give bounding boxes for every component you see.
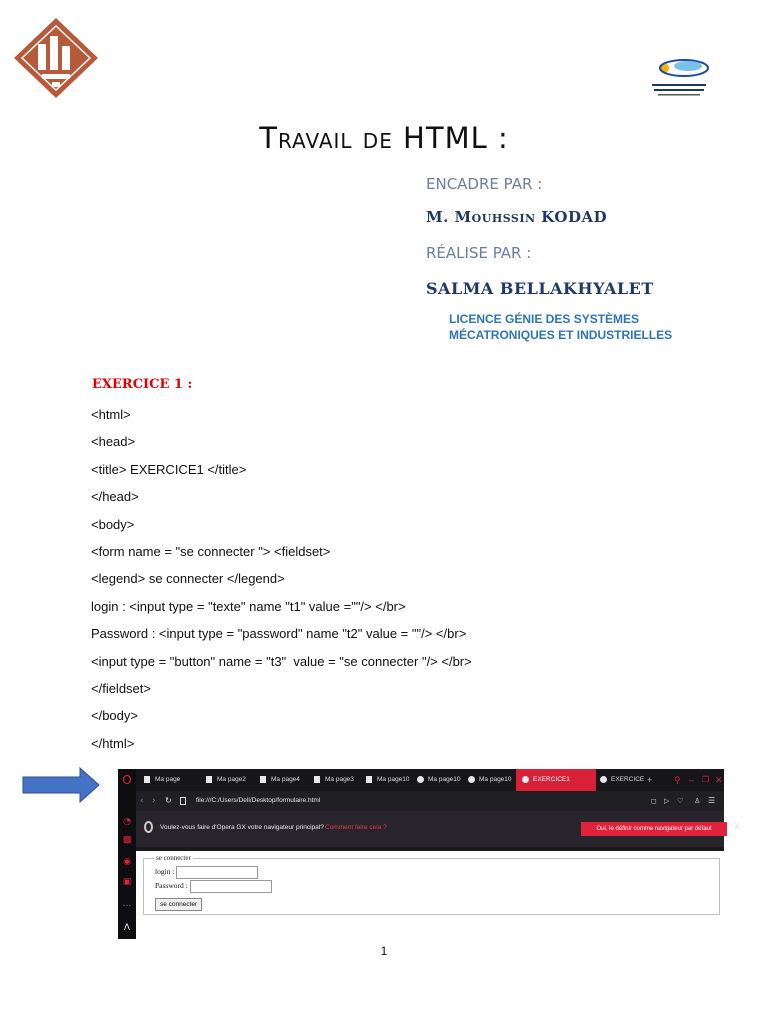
tab-ma-page10[interactable]: Ma page10: [366, 769, 410, 791]
code-line: <input type = "button" name = "t3" value = "se connecter "/> </br>: [91, 653, 472, 669]
page-icon: [144, 776, 150, 783]
code-line: <form name = "se connecter "> <fieldset>: [91, 543, 331, 559]
code-line: <legend> se connecter </legend>: [91, 571, 285, 587]
code-line: Password : <input type = "password" name "t2" value = ""/> </br>: [91, 626, 467, 642]
code-line: </head>: [91, 489, 139, 505]
code-block: [91, 401, 472, 757]
code-line: </fieldset>: [91, 680, 151, 696]
page-icon: [314, 776, 320, 783]
code-line: login : <input type = "texte" name "t1" value =""/> </br>: [91, 598, 406, 614]
supervisor-label: ENCADRE PAR :: [426, 175, 543, 193]
tab-exercice[interactable]: EXERCICE: [600, 769, 644, 791]
messenger-icon[interactable]: ▣: [122, 877, 132, 887]
globe-icon: [600, 776, 607, 783]
degree-program: [449, 311, 749, 343]
gx-icon[interactable]: Λ: [123, 923, 131, 933]
code-line: <head>: [91, 434, 136, 450]
prompt-link[interactable]: Comment faire cela ?: [325, 824, 387, 831]
password-input[interactable]: [190, 880, 272, 893]
tab-ma-page2[interactable]: Ma page2: [206, 769, 246, 791]
reload-icon[interactable]: ↻: [165, 796, 172, 805]
tab-ma-page4[interactable]: Ma page4: [260, 769, 300, 791]
code-line: <html>: [91, 407, 131, 422]
close-prompt-icon[interactable]: X: [734, 822, 740, 831]
address-bar: [136, 791, 724, 811]
back-icon[interactable]: ‹: [140, 796, 144, 806]
legend: se connecter: [156, 854, 191, 862]
opera-logo-icon[interactable]: O: [122, 773, 132, 787]
snapshot-icon[interactable]: ◻: [651, 797, 657, 805]
maximize-icon[interactable]: ❐: [702, 775, 710, 784]
page-info-icon[interactable]: [180, 797, 186, 805]
page-icon: [366, 776, 372, 783]
connect-button[interactable]: se connecter: [155, 898, 202, 911]
discord-icon[interactable]: ◉: [123, 857, 131, 867]
menu-icon[interactable]: ☰: [708, 796, 716, 805]
exercise-heading: EXERCICE 1 :: [92, 377, 193, 392]
code-line: </body>: [91, 708, 138, 724]
degree-line: LICENCE GÉNIE DES SYSTÈMES: [449, 312, 640, 326]
globe-icon: [468, 776, 475, 783]
default-browser-prompt: [136, 811, 740, 847]
tab-bar: [118, 769, 724, 791]
globe-icon: [417, 776, 424, 783]
play-icon[interactable]: ▷: [664, 797, 670, 805]
page-icon: [206, 776, 212, 783]
web-page: [136, 851, 724, 939]
tab-exercice1[interactable]: EXERCICE1: [516, 769, 596, 791]
tab-ma-page10-c[interactable]: Ma page10: [468, 769, 512, 791]
search-icon[interactable]: ⚲: [674, 775, 681, 785]
code-line: <body>: [91, 516, 135, 532]
opera-icon: [144, 821, 153, 833]
arrow-right-icon: [22, 767, 100, 803]
prompt-text: Voulez-vous faire d'Opera GX votre navigateur principal?: [160, 824, 324, 831]
tab-ma-page10-b[interactable]: Ma page10: [417, 769, 461, 791]
tab-ma-page3[interactable]: Ma page3: [314, 769, 354, 791]
login-row: [155, 866, 258, 879]
account-icon[interactable]: ♙: [694, 797, 701, 805]
page-icon: [260, 776, 266, 783]
url-field[interactable]: file:///C:/Users/Dell/Desktop/formulaire.html: [196, 797, 321, 804]
minimize-icon[interactable]: –: [689, 775, 695, 785]
bag-icon[interactable]: ▩: [122, 835, 132, 845]
login-label: login :: [155, 867, 175, 877]
password-row: [155, 880, 272, 893]
browser-sidebar: [118, 769, 136, 939]
browser-screenshot: [118, 769, 740, 939]
password-label: Password :: [155, 881, 188, 891]
author-label: RÉALISE PAR :: [426, 244, 532, 262]
close-icon[interactable]: ✕: [715, 775, 723, 785]
degree-line: MÉCATRONIQUES ET INDUSTRIELLES: [449, 328, 673, 342]
heart-icon[interactable]: ♡: [677, 797, 684, 805]
supervisor-name: M. Mouhssin KODAD: [426, 208, 608, 226]
globe-icon: [522, 776, 529, 783]
code-line: <title> EXERCICE1 </title>: [91, 461, 247, 477]
university-logo: [12, 16, 100, 100]
page-number: 1: [380, 944, 388, 958]
fieldset: [143, 854, 720, 915]
forward-icon[interactable]: ›: [152, 796, 156, 806]
author-name: SALMA BELLAKHYALET: [426, 279, 654, 298]
code-line: </html>: [91, 735, 135, 751]
login-input[interactable]: [176, 866, 258, 879]
speed-dial-icon[interactable]: ◔: [123, 817, 131, 827]
school-logo: [644, 50, 714, 104]
set-default-button[interactable]: Oui, le définir comme navigateur par défaut: [581, 822, 727, 836]
page-title: Travail de HTML :: [259, 121, 509, 155]
new-tab-button[interactable]: +: [647, 775, 653, 785]
more-icon[interactable]: …: [122, 899, 132, 909]
tab-ma-page[interactable]: Ma page: [144, 769, 180, 791]
